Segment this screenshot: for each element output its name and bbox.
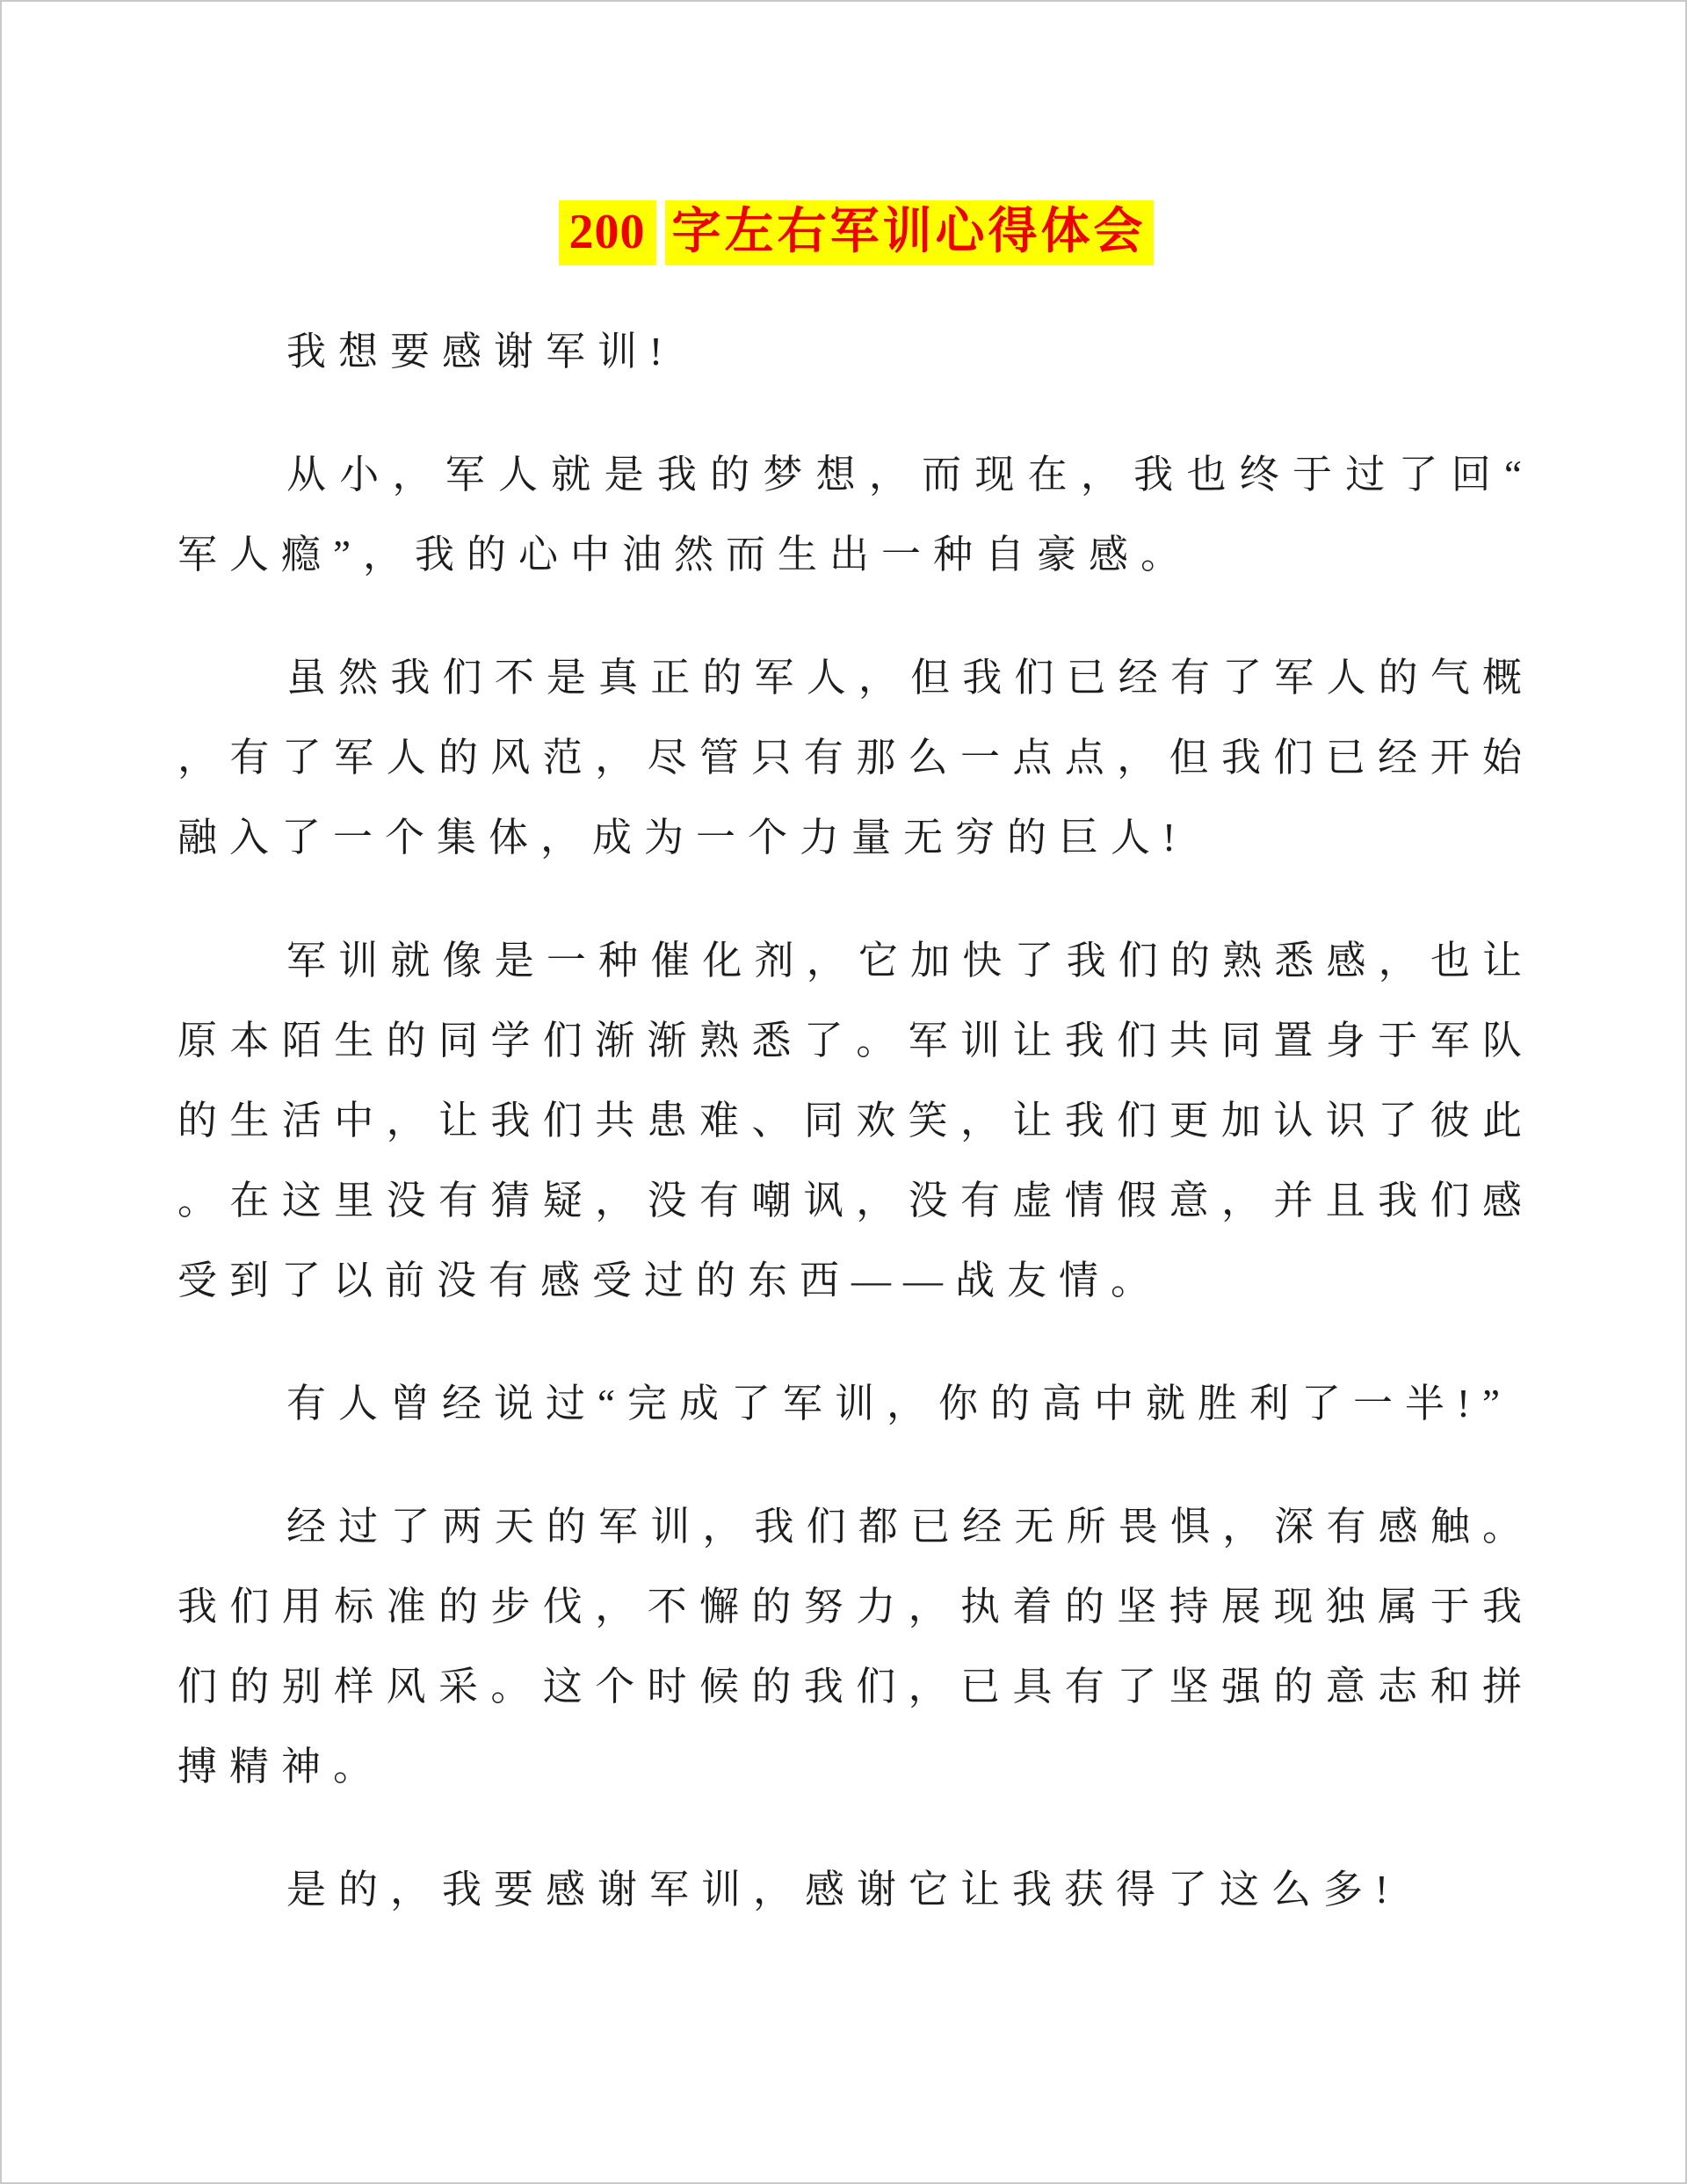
paragraph: 军训就像是一种催化剂，它加快了我们的熟悉感，也让原本陌生的同学们渐渐熟悉了。军训让我们共同置身于军队的生活中，让我们共患难、同欢笑，让我们更加认识了彼此。在这里没有猜疑，没有嘲讽，没有虚情假意，并且我们感受到了以前没有感受过的东西——战友情。 bbox=[177, 939, 1534, 1302]
title-number-highlight: 200 bbox=[559, 200, 656, 265]
paragraph: 有人曾经说过“完成了军训，你的高中就胜利了一半!” bbox=[286, 1382, 1512, 1426]
page-title bbox=[177, 200, 1534, 265]
paragraph: 虽然我们不是真正的军人，但我们已经有了军人的气概，有了军人的风范，尽管只有那么一点点，但我们已经开始融入了一个集体，成为一个力量无穷的巨人! bbox=[177, 656, 1534, 860]
document-body bbox=[177, 312, 1534, 1930]
paragraph: 经过了两天的军训，我们都已经无所畏惧，深有感触。我们用标准的步伐，不懈的努力，执着的坚持展现独属于我们的别样风采。这个时候的我们，已具有了坚强的意志和拼搏精神。 bbox=[177, 1505, 1534, 1789]
title-text-highlight: 字左右军训心得体会 bbox=[665, 200, 1154, 265]
paragraph: 从小，军人就是我的梦想，而现在，我也终于过了回“军人瘾”，我的心中油然而生出一种自豪感。 bbox=[177, 453, 1534, 577]
paragraph: 我想要感谢军训! bbox=[286, 330, 675, 374]
paragraph: 是的，我要感谢军训，感谢它让我获得了这么多! bbox=[286, 1868, 1401, 1912]
